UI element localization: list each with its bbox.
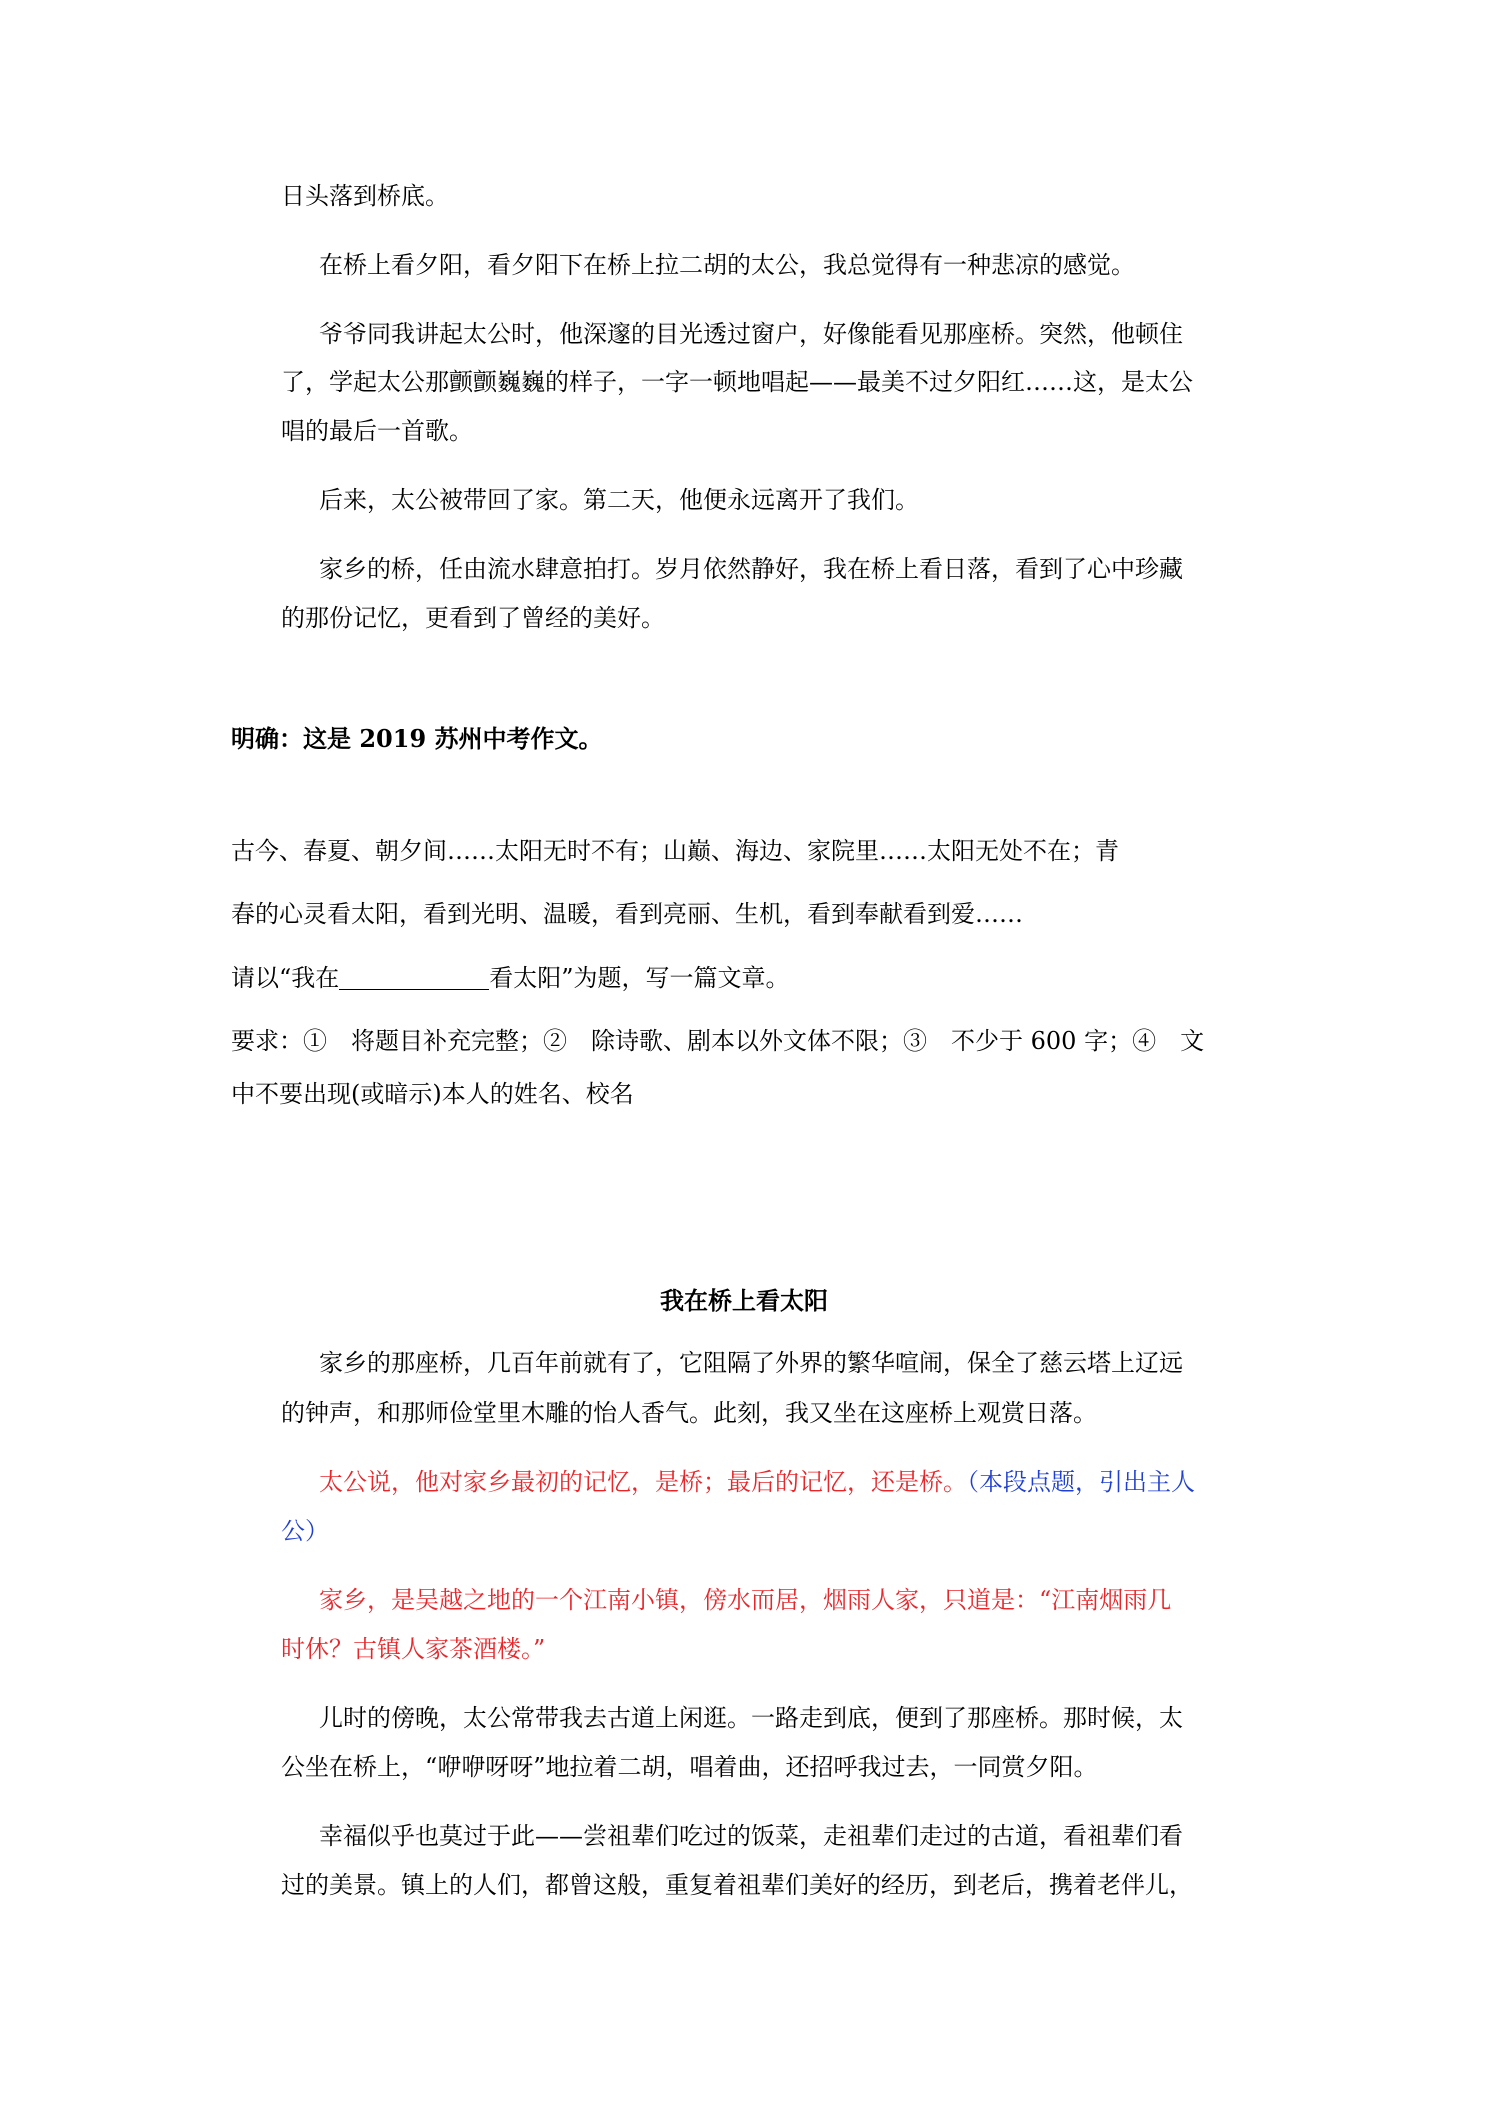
essay-line: 幸福似乎也莫过于此——尝祖辈们吃过的饭菜，走祖辈们走过的古道，看祖辈们看 xyxy=(319,1822,1183,1850)
highlighted-sentence: 太公说，他对家乡最初的记忆，是桥；最后的记忆，还是桥。 xyxy=(319,1468,967,1496)
essay-line: 家乡的那座桥，几百年前就有了，它阻隔了外界的繁华喧闹，保全了慈云塔上辽远 xyxy=(319,1349,1183,1377)
essay-line: 家乡，是吴越之地的一个江南小镇，傍水而居，烟雨人家，只道是：“江南烟雨几 xyxy=(319,1586,1172,1614)
essay-line: 儿时的傍晚，太公常带我去古道上闲逛。一路走到底，便到了那座桥。那时候，太 xyxy=(319,1704,1183,1732)
paragraph-line: 在桥上看夕阳，看夕阳下在桥上拉二胡的太公，我总觉得有一种悲凉的感觉。 xyxy=(319,251,1135,279)
prompt-line: 春的心灵看太阳，看到光明、温暖，看到亮丽、生机，看到奉献看到爱…… xyxy=(231,900,1023,928)
essay-line: 公坐在桥上，“咿咿呀呀”地拉着二胡，唱着曲，还招呼我过去，一同赏夕阳。 xyxy=(281,1753,1098,1781)
paragraph-line: 日头落到桥底。 xyxy=(281,182,449,210)
fill-blank xyxy=(339,959,489,990)
annotation: 公） xyxy=(281,1517,329,1545)
paragraph-line: 家乡的桥，任由流水肆意拍打。岁月依然静好，我在桥上看日落，看到了心中珍藏 xyxy=(319,555,1183,583)
note-heading: 明确：这是 2019 苏州中考作文。 xyxy=(231,724,603,753)
paragraph-line: 的那份记忆，更看到了曾经的美好。 xyxy=(281,604,665,632)
paragraph-line: 唱的最后一首歌。 xyxy=(281,417,473,445)
essay-line xyxy=(319,1456,1195,1508)
prompt-text: 请以“我在 xyxy=(231,964,340,992)
prompt-line xyxy=(231,952,790,1004)
essay-title: 我在桥上看太阳 xyxy=(660,1286,828,1315)
essay-line: 过的美景。镇上的人们，都曾这般，重复着祖辈们美好的经历，到老后，携着老伴儿， xyxy=(281,1871,1193,1899)
requirement-line: 要求：① 将题目补充完整；② 除诗歌、剧本以外文体不限；③ 不少于 600 字；④ 文 xyxy=(231,1027,1205,1055)
paragraph-line: 了，学起太公那颤颤巍巍的样子，一字一顿地唱起——最美不过夕阳红……这，是太公 xyxy=(281,368,1193,396)
essay-line: 时休？古镇人家茶酒楼。” xyxy=(281,1635,546,1663)
annotation: （本段点题，引出主人 xyxy=(967,1468,1195,1496)
paragraph-line: 后来，太公被带回了家。第二天，他便永远离开了我们。 xyxy=(319,486,919,514)
essay-line: 的钟声，和那师俭堂里木雕的怡人香气。此刻，我又坐在这座桥上观赏日落。 xyxy=(281,1399,1097,1427)
requirement-line: 中不要出现(或暗示)本人的姓名、校名 xyxy=(231,1080,634,1108)
paragraph-line: 爷爷同我讲起太公时，他深邃的目光透过窗户，好像能看见那座桥。突然，他顿住 xyxy=(319,320,1183,348)
prompt-line: 古今、春夏、朝夕间……太阳无时不有；山巅、海边、家院里……太阳无处不在；青 xyxy=(231,837,1119,865)
prompt-text: 看太阳”为题，写一篇文章。 xyxy=(489,964,790,992)
